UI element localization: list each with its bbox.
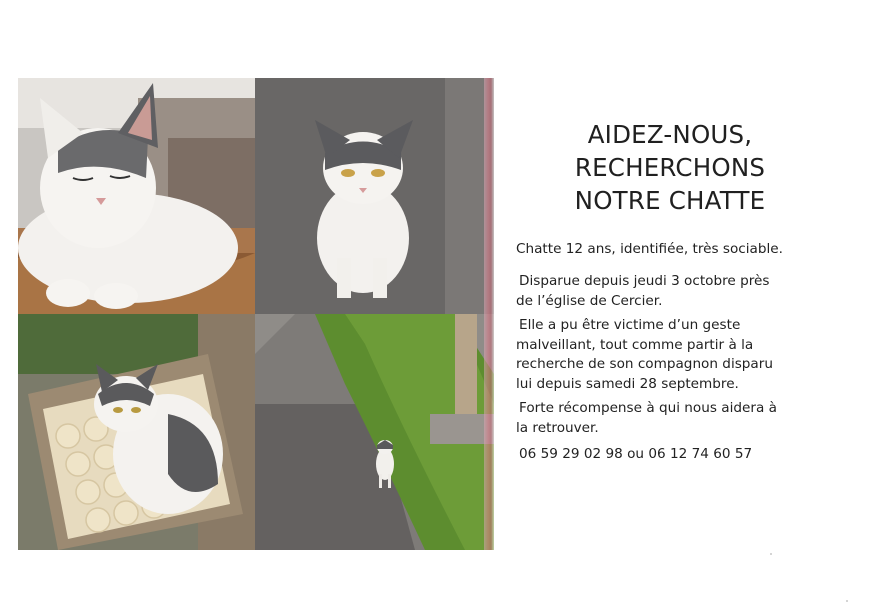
- headline-line-1: AIDEZ-NOUS,: [587, 120, 753, 149]
- cat-photo-crate: [18, 314, 255, 550]
- contact-phones: [516, 445, 816, 465]
- disappearance-info: [516, 272, 816, 311]
- cat-photo-resting: [18, 78, 255, 314]
- flyer-headline: [540, 118, 800, 217]
- scan-edge-strip: [484, 78, 494, 550]
- cat-photo-path: [255, 314, 494, 550]
- disappearance-line-1: Disparue depuis jeudi 3 octobre près: [519, 273, 770, 289]
- reward-line-1: Forte récompense à qui nous aidera à: [519, 400, 777, 416]
- circumstances-line-1: Elle a pu être victime d’un geste: [519, 317, 741, 333]
- cat-photo-asphalt: [255, 78, 494, 314]
- circumstances-line-4: lui depuis samedi 28 septembre.: [516, 375, 739, 392]
- circumstances-info: [516, 316, 816, 394]
- headline-line-2: RECHERCHONS: [574, 153, 766, 182]
- photo-collage: [18, 78, 494, 550]
- description-line: Chatte 12 ans, identifiée, très sociable.: [516, 241, 783, 257]
- headline-line-3: NOTRE CHATTE: [574, 186, 766, 215]
- scan-speck: [846, 600, 848, 602]
- scan-speck: [770, 553, 772, 555]
- disappearance-line-2: de l’église de Cercier.: [516, 292, 663, 309]
- reward-info: [516, 399, 816, 438]
- circumstances-line-3: recherche de son compagnon disparu: [516, 356, 773, 373]
- reward-line-2: la retrouver.: [516, 419, 599, 436]
- cat-description: [516, 240, 816, 260]
- phone-numbers: 06 59 29 02 98 ou 06 12 74 60 57: [519, 446, 753, 462]
- circumstances-line-2: malveillant, tout comme partir à la: [516, 336, 754, 353]
